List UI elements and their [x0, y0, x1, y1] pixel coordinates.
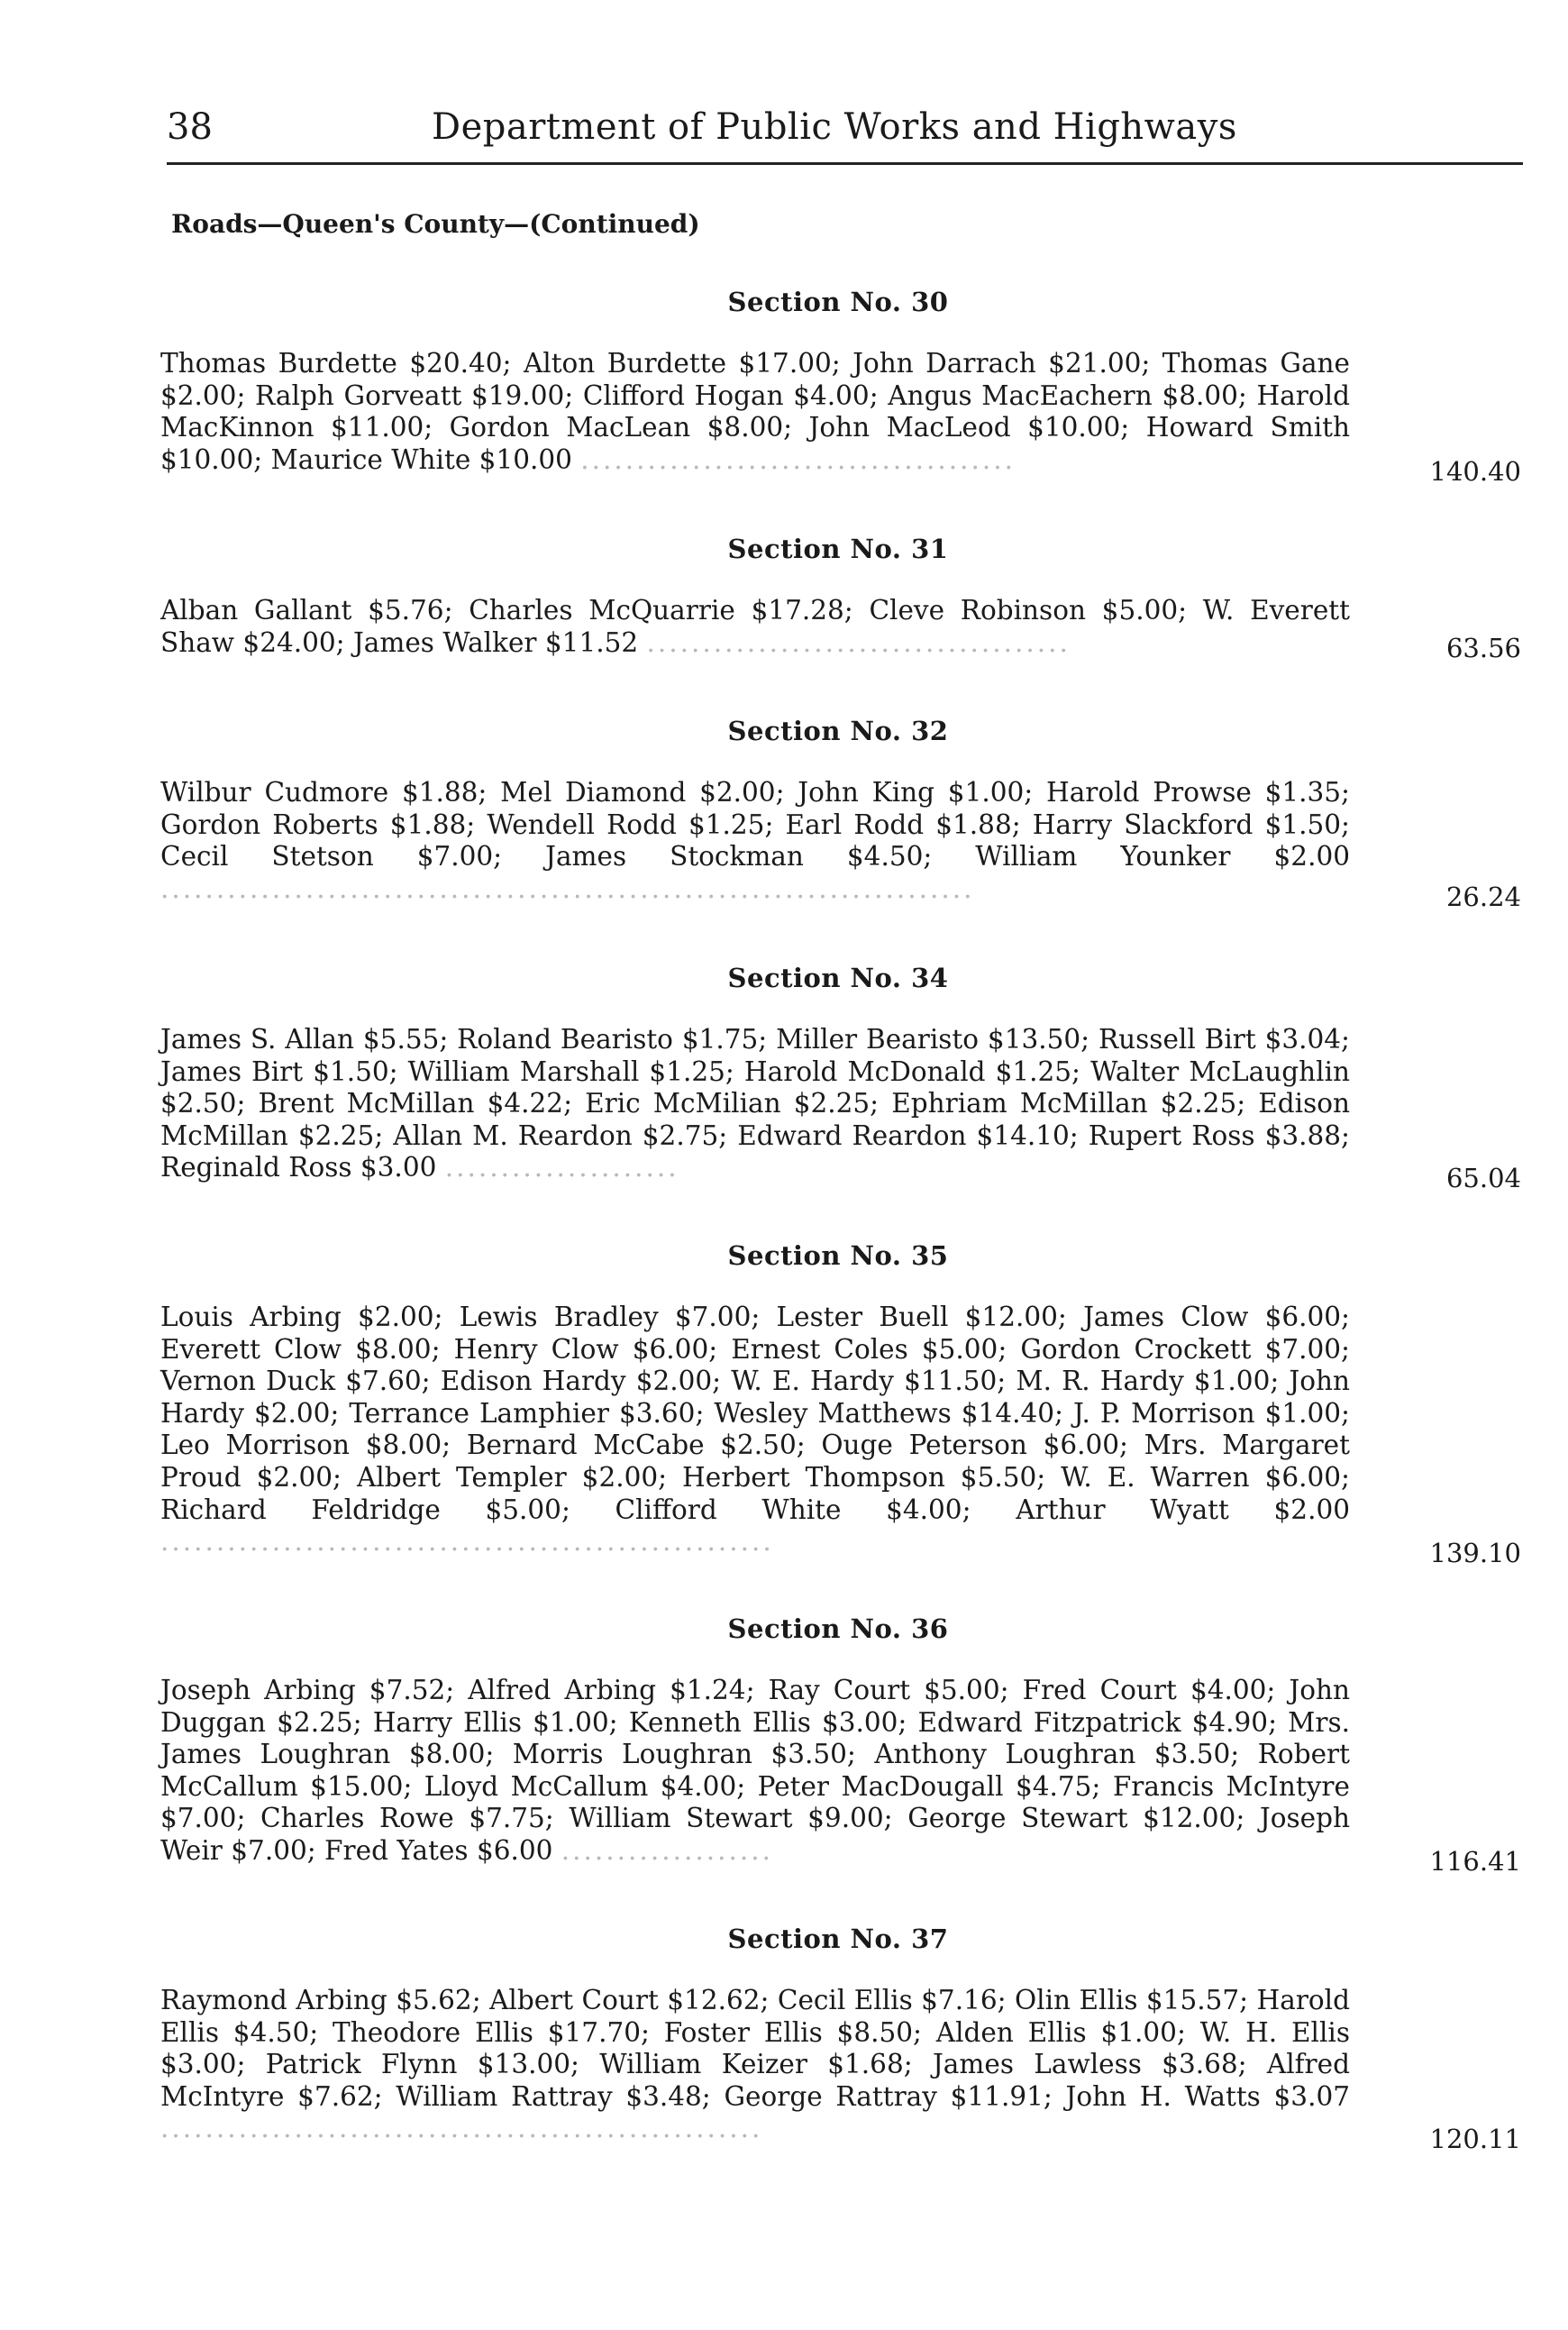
dot-leader: ......................................	[646, 626, 1071, 658]
dot-leader: .......................................	[580, 443, 1016, 475]
page-number: 38	[167, 106, 213, 148]
section-title: Section No. 32	[727, 716, 949, 746]
running-title: Department of Public Works and Highways	[432, 106, 1237, 148]
section-payee-list: Joseph Arbing $7.52; Alfred Arbing $1.24; Ray Court $5.00; Fred Court $4.00; John Duggan $2.25; Harry Ellis $1.00; Kenneth Ellis $3.00; Edward Fitzpatrick $4.90; Mrs. James Loughran $8.00; Morris Loughran $3.50; Anthony Loughran $3.50; Robert McCallum $15.00; Lloyd McCallum $4.00; Peter MacDougall $4.75; Francis McIntyre $7.00; Charles Rowe $7.75; William Stewart $9.00; George Stewart $12.00; Joseph Weir $7.00; Fred Yates $6.00 ...................	[160, 1675, 1350, 1866]
dot-leader: .........................................................................	[160, 873, 975, 904]
dot-leader: ......................................................	[160, 2113, 763, 2144]
section-title: Section No. 35	[727, 1240, 949, 1271]
section-total: 26.24	[1445, 882, 1521, 912]
section-title: Section No. 31	[727, 534, 949, 564]
dot-leader: .....................	[444, 1152, 679, 1183]
section-title: Section No. 37	[727, 1923, 949, 1954]
section-total: 116.41	[1429, 1846, 1521, 1877]
section-total: 139.10	[1429, 1538, 1521, 1568]
subheading: Roads—Queen's County—(Continued)	[171, 209, 700, 239]
section-payee-list: Alban Gallant $5.76; Charles McQuarrie $17.28; Cleve Robinson $5.00; W. Everett Shaw $24.00; James Walker $11.52 ......................................	[160, 595, 1350, 658]
running-header	[167, 106, 1523, 165]
dot-leader: .......................................................	[160, 1526, 774, 1558]
section-payee-list: Thomas Burdette $20.40; Alton Burdette $17.00; John Darrach $21.00; Thomas Gane $2.00; Ralph Gorveatt $19.00; Clifford Hogan $4.00; Angus MacEachern $8.00; Harold MacKinnon $11.00; Gordon MacLean $8.00; John MacLeod $10.00; Howard Smith $10.00; Maurice White $10.00 .......................................	[160, 348, 1350, 475]
section-title: Section No. 30	[727, 287, 949, 317]
section-title: Section No. 36	[727, 1613, 949, 1644]
dot-leader: ...................	[561, 1834, 773, 1866]
section-total: 120.11	[1429, 2124, 1521, 2154]
section-title: Section No. 34	[727, 963, 949, 993]
section-total: 65.04	[1445, 1163, 1521, 1193]
section-payee-list: Raymond Arbing $5.62; Albert Court $12.62; Cecil Ellis $7.16; Olin Ellis $15.57; Harold Ellis $4.50; Theodore Ellis $17.70; Foster Ellis $8.50; Alden Ellis $1.00; W. H. Ellis $3.00; Patrick Flynn $13.00; William Keizer $1.68; James Lawless $3.68; Alfred McIntyre $7.62; William Rattray $3.48; George Rattray $11.91; John H. Watts $3.07 ......................................................	[160, 1985, 1350, 2144]
section-total: 63.56	[1445, 633, 1521, 663]
section-payee-list: Louis Arbing $2.00; Lewis Bradley $7.00; Lester Buell $12.00; James Clow $6.00; Everett Clow $8.00; Henry Clow $6.00; Ernest Coles $5.00; Gordon Crockett $7.00; Vernon Duck $7.60; Edison Hardy $2.00; W. E. Hardy $11.50; M. R. Hardy $1.00; John Hardy $2.00; Terrance Lamphier $3.60; Wesley Matthews $14.40; J. P. Morrison $1.00; Leo Morrison $8.00; Bernard McCabe $2.50; Ouge Peterson $6.00; Mrs. Margaret Proud $2.00; Albert Templer $2.00; Herbert Thompson $5.50; W. E. Warren $6.00; Richard Feldridge $5.00; Clifford White $4.00; Arthur Wyatt $2.00 .......................................................	[160, 1302, 1350, 1558]
section-total: 140.40	[1429, 456, 1521, 487]
section-payee-list: James S. Allan $5.55; Roland Bearisto $1.75; Miller Bearisto $13.50; Russell Birt $3.04; James Birt $1.50; William Marshall $1.25; Harold McDonald $1.25; Walter McLaughlin $2.50; Brent McMillan $4.22; Eric McMilian $2.25; Ephriam McMillan $2.25; Edison McMillan $2.25; Allan M. Reardon $2.75; Edward Reardon $14.10; Rupert Ross $3.88; Reginald Ross $3.00 .....................	[160, 1024, 1350, 1183]
section-payee-list: Wilbur Cudmore $1.88; Mel Diamond $2.00; John King $1.00; Harold Prowse $1.35; Gordon Roberts $1.88; Wendell Rodd $1.25; Earl Rodd $1.88; Harry Slackford $1.50; Cecil Stetson $7.00; James Stockman $4.50; William Younker $2.00 .........................................................................	[160, 777, 1350, 904]
